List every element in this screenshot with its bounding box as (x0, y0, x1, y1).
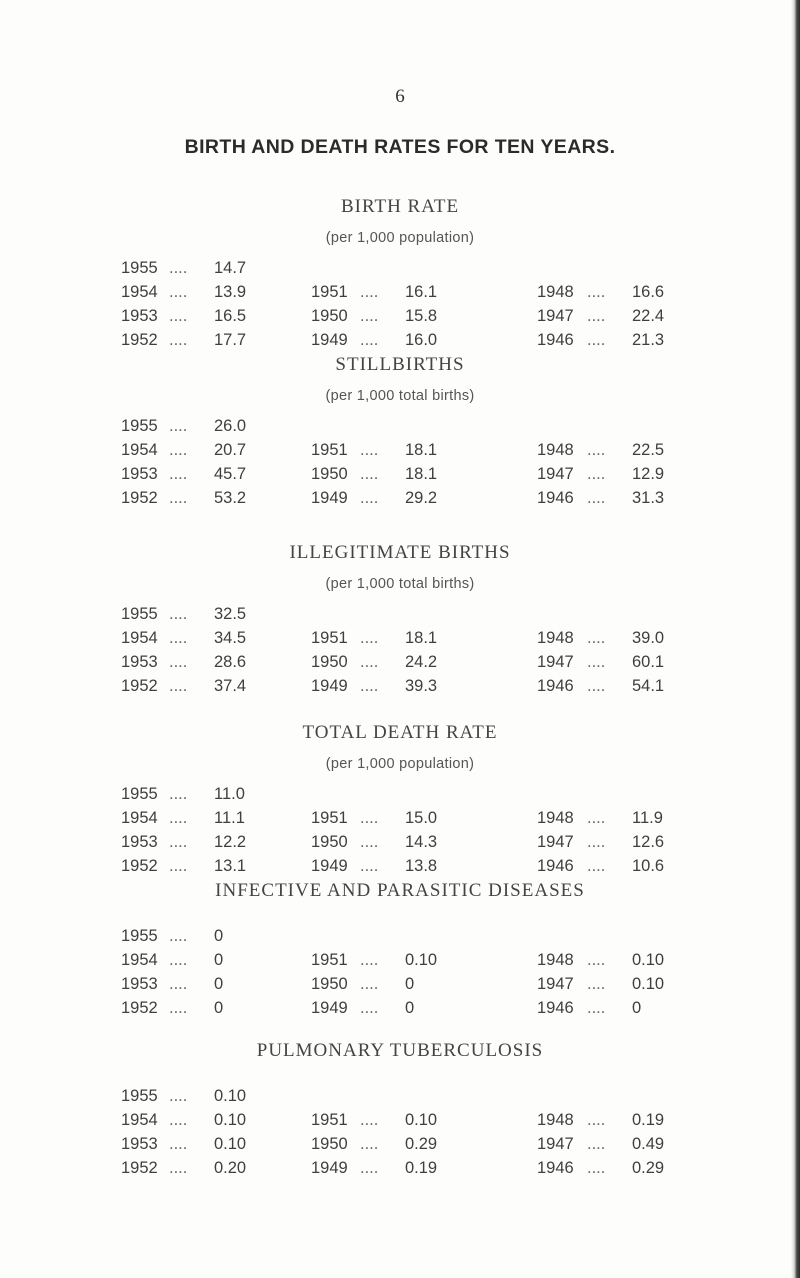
section-pulmonary-tuberculosis (0, 1040, 800, 1190)
year-label: 1952 (121, 331, 158, 349)
rate-value: 16.5 (214, 307, 247, 325)
year-label: 1946 (537, 331, 574, 349)
dot-leader: .... (587, 653, 606, 671)
year-label: 1948 (537, 283, 574, 301)
year-label: 1953 (121, 975, 158, 993)
year-label: 1949 (311, 857, 348, 875)
year-label: 1954 (121, 441, 158, 459)
year-label: 1948 (537, 629, 574, 647)
dot-leader: .... (360, 951, 379, 969)
dot-leader: .... (360, 1135, 379, 1153)
rate-value: 11.9 (632, 809, 663, 827)
rate-value: 10.6 (632, 857, 665, 875)
dot-leader: .... (169, 441, 188, 459)
dot-leader: .... (587, 441, 606, 459)
year-label: 1947 (537, 653, 574, 671)
year-label: 1946 (537, 1159, 574, 1177)
year-label: 1955 (121, 927, 158, 945)
year-label: 1952 (121, 677, 158, 695)
rate-value: 0.29 (405, 1135, 438, 1153)
year-label: 1952 (121, 857, 158, 875)
year-label: 1951 (311, 951, 348, 969)
year-label: 1954 (121, 283, 158, 301)
dot-leader: .... (360, 677, 379, 695)
section-subtitle: (per 1,000 population) (325, 756, 475, 772)
rate-value: 15.8 (405, 307, 438, 325)
rate-value: 34.5 (214, 629, 247, 647)
dot-leader: .... (169, 1159, 188, 1177)
year-label: 1951 (311, 441, 348, 459)
rate-value: 0.10 (632, 951, 665, 969)
rate-value: 12.2 (214, 833, 247, 851)
year-label: 1953 (121, 1135, 158, 1153)
dot-leader: .... (587, 809, 606, 827)
rate-value: 18.1 (405, 465, 438, 483)
dot-leader: .... (360, 307, 379, 325)
dot-leader: .... (169, 785, 188, 803)
dot-leader: .... (169, 307, 188, 325)
section-title: TOTAL DEATH RATE (302, 722, 498, 743)
year-label: 1952 (121, 489, 158, 507)
rate-value: 0.10 (405, 1111, 438, 1129)
rate-value: 0.19 (632, 1111, 665, 1129)
rate-value: 0.49 (632, 1135, 665, 1153)
dot-leader: .... (587, 1111, 606, 1129)
dot-leader: .... (587, 857, 606, 875)
dot-leader: .... (360, 833, 379, 851)
year-label: 1948 (537, 809, 574, 827)
dot-leader: .... (587, 331, 606, 349)
dot-leader: .... (587, 677, 606, 695)
dot-leader: .... (169, 833, 188, 851)
year-label: 1949 (311, 999, 348, 1017)
year-label: 1948 (537, 951, 574, 969)
year-label: 1946 (537, 857, 574, 875)
year-label: 1953 (121, 465, 158, 483)
dot-leader: .... (169, 975, 188, 993)
page-title: BIRTH AND DEATH RATES FOR TEN YEARS. (184, 136, 616, 158)
year-label: 1955 (121, 785, 158, 803)
dot-leader: .... (587, 307, 606, 325)
rate-value: 18.1 (405, 441, 438, 459)
dot-leader: .... (360, 999, 379, 1017)
rate-value: 12.6 (632, 833, 665, 851)
rate-value: 12.9 (632, 465, 665, 483)
year-label: 1954 (121, 951, 158, 969)
rate-value: 0.10 (214, 1087, 247, 1105)
rate-value: 0 (405, 999, 415, 1017)
dot-leader: .... (360, 629, 379, 647)
dot-leader: .... (169, 677, 188, 695)
year-label: 1951 (311, 809, 348, 827)
section-birth-rate (0, 196, 800, 349)
rate-value: 21.3 (632, 331, 665, 349)
year-label: 1950 (311, 833, 348, 851)
section-title: STILLBIRTHS (335, 354, 465, 375)
rate-value: 0 (632, 999, 642, 1017)
year-label: 1948 (537, 1111, 574, 1129)
rate-value: 32.5 (214, 605, 247, 623)
rate-value: 53.2 (214, 489, 247, 507)
dot-leader: .... (360, 283, 379, 301)
year-label: 1947 (537, 1135, 574, 1153)
year-label: 1951 (311, 1111, 348, 1129)
dot-leader: .... (587, 999, 606, 1017)
rate-value: 39.0 (632, 629, 665, 647)
rate-value: 15.0 (405, 809, 438, 827)
dot-leader: .... (169, 331, 188, 349)
rate-value: 16.6 (632, 283, 665, 301)
rate-value: 0.19 (405, 1159, 438, 1177)
year-label: 1946 (537, 489, 574, 507)
year-label: 1949 (311, 331, 348, 349)
year-label: 1952 (121, 999, 158, 1017)
year-label: 1955 (121, 259, 158, 277)
dot-leader: .... (169, 857, 188, 875)
rate-value: 0 (214, 999, 224, 1017)
year-label: 1952 (121, 1159, 158, 1177)
year-label: 1949 (311, 677, 348, 695)
year-label: 1951 (311, 283, 348, 301)
rate-value: 0.20 (214, 1159, 247, 1177)
dot-leader: .... (587, 465, 606, 483)
rate-value: 0.10 (214, 1111, 247, 1129)
dot-leader: .... (360, 1111, 379, 1129)
dot-leader: .... (360, 653, 379, 671)
dot-leader: .... (587, 489, 606, 507)
dot-leader: .... (587, 629, 606, 647)
rate-value: 16.1 (405, 283, 438, 301)
dot-leader: .... (360, 1159, 379, 1177)
section-stillbirths (0, 354, 800, 507)
dot-leader: .... (169, 927, 188, 945)
rate-value: 0.10 (632, 975, 665, 993)
dot-leader: .... (169, 465, 188, 483)
year-label: 1954 (121, 809, 158, 827)
rate-value: 22.4 (632, 307, 665, 325)
rate-value: 0 (214, 951, 224, 969)
dot-leader: .... (360, 975, 379, 993)
rate-value: 0 (214, 927, 224, 945)
rate-value: 37.4 (214, 677, 247, 695)
section-title: PULMONARY TUBERCULOSIS (256, 1040, 544, 1061)
year-label: 1955 (121, 417, 158, 435)
rate-value: 26.0 (214, 417, 247, 435)
dot-leader: .... (169, 259, 188, 277)
section-illegitimate-births (0, 542, 800, 695)
rate-value: 16.0 (405, 331, 438, 349)
rate-value: 24.2 (405, 653, 438, 671)
year-label: 1950 (311, 465, 348, 483)
year-label: 1950 (311, 307, 348, 325)
dot-leader: .... (169, 999, 188, 1017)
rate-value: 45.7 (214, 465, 247, 483)
dot-leader: .... (587, 283, 606, 301)
year-label: 1947 (537, 975, 574, 993)
year-label: 1948 (537, 441, 574, 459)
dot-leader: .... (360, 857, 379, 875)
year-label: 1949 (311, 1159, 348, 1177)
year-label: 1947 (537, 307, 574, 325)
dot-leader: .... (169, 417, 188, 435)
rate-value: 20.7 (214, 441, 247, 459)
rate-value: 0.29 (632, 1159, 665, 1177)
dot-leader: .... (360, 809, 379, 827)
rate-value: 13.9 (214, 283, 247, 301)
rate-value: 0.10 (405, 951, 438, 969)
rate-value: 39.3 (405, 677, 438, 695)
year-label: 1950 (311, 975, 348, 993)
dot-leader: .... (169, 489, 188, 507)
dot-leader: .... (169, 951, 188, 969)
year-label: 1947 (537, 465, 574, 483)
dot-leader: .... (587, 1159, 606, 1177)
year-label: 1946 (537, 999, 574, 1017)
dot-leader: .... (360, 489, 379, 507)
dot-leader: .... (169, 283, 188, 301)
year-label: 1949 (311, 489, 348, 507)
dot-leader: .... (169, 653, 188, 671)
section-total-death-rate (0, 722, 800, 875)
dot-leader: .... (587, 833, 606, 851)
rate-value: 11.1 (214, 809, 245, 827)
year-label: 1950 (311, 653, 348, 671)
rate-value: 14.7 (214, 259, 247, 277)
year-label: 1953 (121, 307, 158, 325)
year-label: 1953 (121, 833, 158, 851)
rate-value: 17.7 (214, 331, 247, 349)
year-label: 1955 (121, 1087, 158, 1105)
year-label: 1946 (537, 677, 574, 695)
rate-value: 54.1 (632, 677, 665, 695)
page-number: 6 (395, 86, 405, 107)
rate-value: 11.0 (214, 785, 245, 803)
rate-value: 18.1 (405, 629, 438, 647)
dot-leader: .... (587, 1135, 606, 1153)
section-infective-and-parasitic-diseases (0, 880, 800, 1030)
section-subtitle: (per 1,000 population) (325, 230, 475, 246)
year-label: 1950 (311, 1135, 348, 1153)
dot-leader: .... (360, 441, 379, 459)
dot-leader: .... (169, 605, 188, 623)
dot-leader: .... (587, 975, 606, 993)
section-title: ILLEGITIMATE BIRTHS (289, 542, 511, 563)
dot-leader: .... (169, 1111, 188, 1129)
rate-value: 13.8 (405, 857, 438, 875)
year-label: 1953 (121, 653, 158, 671)
section-title: INFECTIVE AND PARASITIC DISEASES (215, 880, 585, 901)
section-subtitle: (per 1,000 total births) (325, 576, 475, 592)
rate-value: 29.2 (405, 489, 438, 507)
rate-value: 28.6 (214, 653, 247, 671)
year-label: 1955 (121, 605, 158, 623)
rate-value: 31.3 (632, 489, 665, 507)
section-title: BIRTH RATE (340, 196, 460, 217)
year-label: 1954 (121, 629, 158, 647)
rate-value: 0 (405, 975, 415, 993)
rate-value: 0 (214, 975, 224, 993)
rate-value: 13.1 (214, 857, 247, 875)
year-label: 1951 (311, 629, 348, 647)
dot-leader: .... (169, 1087, 188, 1105)
section-subtitle: (per 1,000 total births) (325, 388, 475, 404)
year-label: 1947 (537, 833, 574, 851)
rate-value: 22.5 (632, 441, 665, 459)
dot-leader: .... (587, 951, 606, 969)
dot-leader: .... (169, 1135, 188, 1153)
rate-value: 14.3 (405, 833, 438, 851)
dot-leader: .... (169, 809, 188, 827)
dot-leader: .... (169, 629, 188, 647)
year-label: 1954 (121, 1111, 158, 1129)
rate-value: 0.10 (214, 1135, 247, 1153)
dot-leader: .... (360, 465, 379, 483)
rate-value: 60.1 (632, 653, 665, 671)
dot-leader: .... (360, 331, 379, 349)
